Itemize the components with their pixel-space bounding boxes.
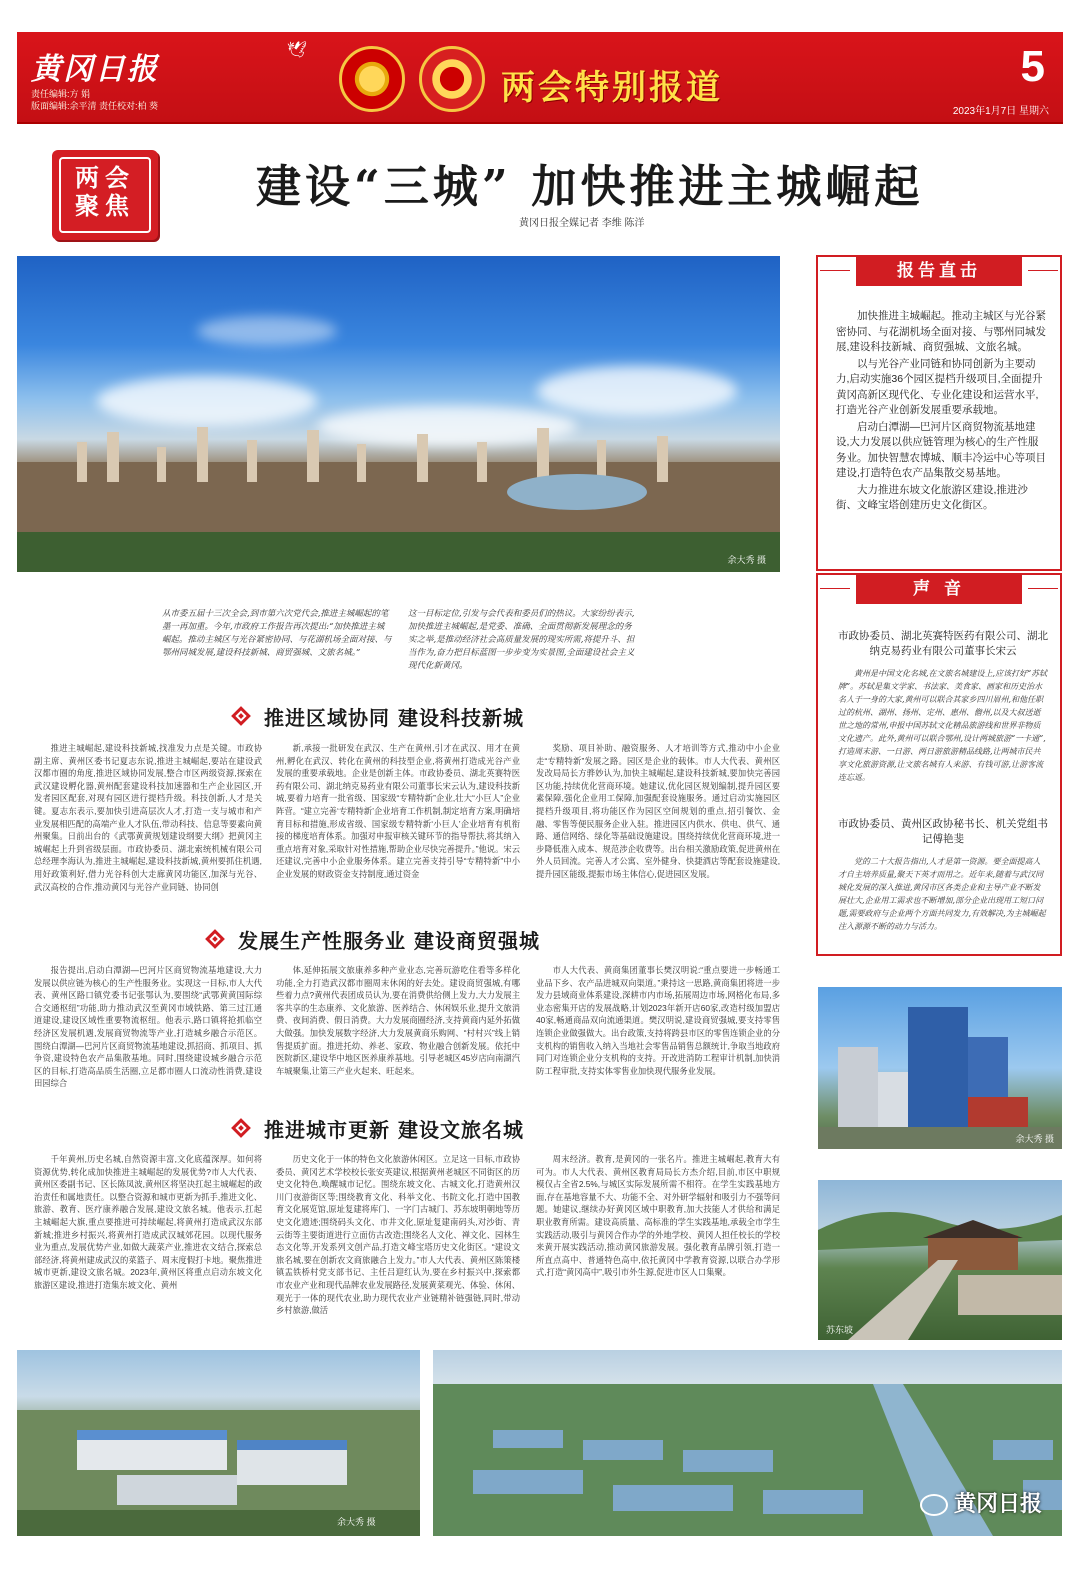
city-skyline (17, 422, 780, 572)
newspaper-logo: 黄冈日报 (31, 52, 159, 87)
report-paragraph: 以与光谷产业同链和协同创新为主要动力,启动实施36个园区提档升级项目,全面提升黄冈高新区现代化、专业化建设和运营水平,打造光谷产业创新发展重要承载地。 (836, 357, 1043, 416)
voices-box-title: 声 音 (856, 574, 1022, 604)
report-paragraph: 启动白潭湖—巴河片区商贸物流基地建设,大力发展以供应链管理为核心的生产性服务业。加快智慧农博城、顺丰冷运中心等项目建设,打造特色农产品集散交易基地。 (836, 420, 1046, 479)
diamond-icon (231, 706, 251, 726)
speaker-1-quote: 黄州是中国文化名城,在文旅名城建设上,应该打好“苏轼牌”。苏轼是集文学家、书法家、美食家、画家和历史治水名人于一身的大家,黄州可以联合其家乡四川眉州,和他任职过的杭州、湖州、扬州、定州、惠州、儋州,以及大叔送逝世之地的常州,申报中国苏轼文化精品旅游线和世界非物质文化遗产。此外,黄州可以联合鄂州,设计两城旅游“一卡通”,打造周末游、一日游、两日游旅游精品线路,让两城市民共享文化旅游资源,让文旅名城有人来游、有钱可游,让游客流连忘返。 (838, 669, 1048, 782)
national-emblem-icon (339, 46, 405, 112)
speaker-2-name: 市政协委员、黄州区政协秘书长、机关党组书记傅艳斐 (838, 818, 1048, 845)
section-1-col-2 (276, 742, 520, 912)
park-illustration (818, 1180, 1062, 1340)
section-2-col-2-text: 体,延伸拓展文旅康养多种产业业态,完善玩游吃住看等多样化功能,全力打造武汉都市圈周末休闲的好去处。建设商贸强城,有哪些着力点?黄州代表团成员认为,要在消费供给侧上发力,大力发展主客共享的生态康养、文化旅游、医养结合、休闲娱乐业,提升文旅消费、夜间消费、假日消费。大力发展商圈经济,支持黄商内延外拓做大做强。加快发展数字经济,大力发展黄商乐购网、“村村兴”线上销售提质扩面。推进托幼、养老、家政、物业融合创新发展。依托中医院新区,建设华中地区医养康养基地。引导老城区45岁店向南湖汽车城聚集,让第三产业火起来、旺起来。 (276, 965, 520, 1076)
section-1-col-1 (34, 742, 262, 912)
section-1-col-3 (536, 742, 780, 912)
report-box-title: 报告直击 (856, 256, 1022, 286)
seal-text: 两会聚焦 (75, 163, 135, 220)
side-photo-1-caption: 余大秀 摄 (1015, 1134, 1054, 1144)
watermark-text: 黄冈日报 (953, 1491, 1042, 1516)
speaker-2-quote: 党的二十大报告指出,人才是第一资源。要全面提高人才自主培养质量,聚天下英才而用之。近年来,随着与武汉同城化发展的深入推进,黄冈市区各类企业和主导产业不断发展壮大,企业用工需求也不断增加,部分企业出现用工短口问题,需要政府与企业两个方面共同发力,有效解决,为主城崛起注入源源不断的动力与活力。 (838, 857, 1046, 931)
section-3-col-1 (34, 1153, 262, 1325)
report-highlight-box (816, 255, 1062, 571)
speaker-1-name: 市政协委员、湖北英赛特医药有限公司、湖北纳克易药业有限公司董事长宋云 (838, 630, 1048, 657)
section-seal (52, 150, 158, 240)
lead-paragraph-left: 从市委五届十三次全会,到市第六次党代会,推进主城崛起的笔墨一再加重。今年,市政府工作报告再次提出:“加快推进主城崛起。推动主城区与光谷紧密协同、与花湖机场全面对接、与鄂州同城发展,建设科技新城、商贸强城、文旅名城。” (162, 609, 392, 658)
farmland-photo (433, 1350, 1062, 1536)
page-headline: 建设“三城” 加快推进主城崛起 (256, 160, 924, 213)
section-2-col-2 (276, 964, 520, 1092)
section-1-title: 推进区域协同 建设科技新城 (264, 706, 524, 730)
side-photo-2-caption: 苏东坡 (826, 1325, 854, 1335)
lead-paragraph-right: 这一目标定位,引发与会代表和委员们的热议。大家纷纷表示,加快推进主城崛起,是党委、准确、全面贯彻新发展理念的务实之举,是推动经济社会高质量发展的现实所需,将提升斗、担当作为,奋力把目标蓝图一步步变为实景图,全面建设社会主义现代化新黄冈。 (408, 609, 635, 671)
section-3-col-2 (276, 1153, 520, 1325)
special-report-label: 两会特别报道 (501, 68, 723, 108)
section-3-col-2-text: 历史文化于一体的特色文化旅游休闲区。立足这一目标,市政协委员、黄冈艺术学校校长张安英建议,根据黄州老城区不同街区的历史文化特色,唤醒城市记忆。围绕东坡文化、古城文化,打造黄州汉川门夜游街区等;围绕教育文化、科举文化、书院文化,打造中国教育文化展览馆,原址复建将库门、一字门古城门、苏东坡明朝地等历史文化遗迹;围绕码头文化、市井文化,原址复建南码头,对沙街、青云街等主要街道进行立面仿古改造;围绕名人文化、禅文化、园林生态文化等,开发系列文创产品,打造文峰宝塔历史文化街区。“建设文旅名城,要在创新农文商旅融合上发力。”市人大代表、黄州区陈策楼镇盂铁桥村党支部书记、主任吕迎红认为,要在乡村振兴中,探索都市农业产业和现代品牌农业发展路径,发展黄菜观光、体验、休闲、观光于一体的现代农业,助力现代农业产业链精补链强链,同时,带动乡村旅游,做活 (276, 1154, 520, 1316)
building-photo (818, 987, 1062, 1149)
section-3-col-3 (536, 1153, 780, 1325)
section-2-heading (208, 925, 540, 954)
section-3-title: 推进城市更新 建设文旅名城 (264, 1118, 524, 1142)
byline: 黄冈日报全媒记者 李维 陈洋 (519, 218, 645, 229)
page-number: 5 (1020, 42, 1045, 91)
section-1-col-2-text: 新,承接一批研发在武汉、生产在黄州,引才在武汉、用才在黄州,孵化在武汉、转化在黄州的科技型企业,将黄州打造成光谷产业发展的重要承载地。企业是创新主体。市政协委员、湖北英赛特医药有限公司、湖北纳克易药业有限公司董事长宋云认为,建设科技新城,要着力培育一批省级、国家级“专精特新”企业,壮大“小巨人”企业阵营。“建立完善‘专精特新’企业培育工作机制,制定培育方案,明确培育目标和措施,形成省级、国家级专精特新‘小巨人’企业培育有机衔接的梯度培育体系。加强对申报审核关键环节的指导帮扶,将其纳入重点培育对象,采取针对性措施,帮助企业尽快完善提升。”他说。宋云还建议,完善中小企业服务体系。建立完善支持引导“专精特新”中小企业发展的财政资金支持制度,通过资金 (276, 743, 520, 879)
section-1-col-1-text: 推进主城崛起,建设科技新城,找准发力点是关键。市政协副主席、黄州区委书记夏志东说,推进主城崛起,要站在建设武汉都市圈的角度,推进区域协同发展,整合市区两级资源,探索在武汉建设孵化器,黄州配套建设科技加速器和生产企业园区,开发者园区配套,对现有园区进行提档升级。科技创新,人才是关键。夏志东表示,要加快引进高层次人才,打造一支与城市和产业发展相匹配的高端产业人才队伍,带动科技、信息等要素向黄州聚集。日前出台的《武鄂黄黄规划建设纲要大纲》把黄冈主城崛起上升到省级层面。市政协委员、湖北索统机械有限公司总经理李海认为,推进主城崛起,建设科技新城,黄州要抓住机遇,用好政策利好,借力光谷科创大走廊黄冈功能区,加深与光谷、武汉高校的合作,推动黄冈与光谷产业同链、协同创 (34, 743, 262, 892)
editor-line-2: 版面编辑:余平清 责任校对:柏 葵 (31, 101, 159, 111)
section-1-heading (234, 702, 524, 731)
industrial-illustration (17, 1350, 420, 1536)
section-3-heading (234, 1114, 524, 1143)
section-2-col-1-text: 报告提出,启动白潭湖—巴河片区商贸物流基地建设,大力发展以供应链为核心的生产性服务业。实现这一目标,市人大代表、黄州区路口镇党委书记张鄂认为,要围绕“武鄂黄黄国际综合交通枢纽”功能,助力推动武汉至黄冈市域铁路、第三过江通道建设,建设区域性重要物流枢纽。他表示,路口镇将抢抓临空经济区发展机遇,发展商贸物流等产业,打造城乡融合示范区。围绕白潭湖—巴河片区商贸物流基地建设,抓招商、抓项目、抓争资,建设特色农产品集散基地。同时,围绕建设城乡融合示范区的目标,打造高品质生活圈,立足都市圈人口流动性消费,建设田园综合 (34, 965, 262, 1089)
dove-icon: 🕊 (287, 40, 308, 59)
section-2-col-3-text: 市人大代表、黄商集团董事长樊汉明说:“重点要进一步畅通工业品下乡、农产品进城双向渠道。”秉持这一思路,黄商集团将进一步发力县域商业体系建设,深耕市内市场,拓展周边市场,网格化布局,多业态密集开店的发展战略,计划2023年新开店60家,改造村级加盟店40家,畅通商品双向流通渠道。樊汉明说,建设商贸强城,要支持零售连锁企业做强做大。出台政策,支持将跨县市区的零售连锁企业的分支机构的销售收入纳入当地社会零售品销售总额统计,争取当地政府同门对连锁企业分支机构的支持。开改进消防工程审计机制,加快消防工程审批,支持实体零售业加快现代服务业发展。 (536, 965, 780, 1076)
wechat-icon (920, 1494, 948, 1516)
section-1-col-3-text: 奖励、项目补助、融资服务、人才培训等方式,推动中小企业走“专精特新”发展之路。园区是企业的载体。市人大代表、黄州区发改局局长方骅妙认为,加快主城崛起,建设科技新城,要加快完善园区功能,持续优化营商环境。她建议,优化园区规划编制,提升园区要素保障,强化企业用工保障,加强配套设施服务。通过启动实施园区提档升级项目,将功能区作为园区空间规划的重点,招引餐饮、金融、零售等便民服务企业入驻。推进园区内供水、供电、供气、通路、通信网络、绿化等基础设施建设。围绕持续优化营商环境,进一步降低准入成本、规范涉企收费等。出台相关激励政策,促进黄州在外人员回流。完善人才公寓、室外健身、快捷酒店等配套设施建设,提升园区能级,提振市场主体信心,促进园区发展。 (536, 743, 780, 879)
section-3-col-1-text: 千年黄州,历史名城,自然资源丰富,文化底蕴深厚。如何将资源优势,转化成加快推进主城崛起的发展优势?市人大代表、黄州区委副书记、区长陈凤波,黄州区将坚决扛起主城崛起的政治责任和属地责任。以整合资源和城市更新为抓手,推进文化、旅游、教育、医疗康养融合发展,建设文旅名城。他表示,扛起主城崛起大旗,重点要推进可持续崛起,将黄州打造成武汉东部新城;推进乡村振兴,将黄州打造成武汉城郊花园。以现代服务业为重点,发展优势产业,如做大蔬菜产业,推进农文结合,探索总部经济,将黄州建成武汉的菜篮子、周末度假打卡地。聚焦推进城市更新,建设文旅名城。2023年,黄州区将重点启动东坡文化旅游区建设,推进打造集东坡文化、黄州 (34, 1154, 262, 1290)
report-paragraph: 加快推进主城崛起。推动主城区与光谷紧密协同、与花湖机场全面对接、与鄂州同城发展,建设科技新城、商贸强城、文旅名城。 (836, 310, 1046, 353)
city-panorama-photo (17, 256, 780, 572)
voices-box (816, 573, 1062, 956)
park-photo (818, 1180, 1062, 1340)
cppcc-emblem-icon (419, 46, 485, 112)
masthead-banner (17, 32, 1063, 124)
section-2-col-1 (34, 964, 262, 1092)
report-paragraph: 大力推进东坡文化旅游区建设,推进沙街、文峰宝塔创建历史文化街区。 (836, 483, 1028, 511)
section-2-title: 发展生产性服务业 建设商贸强城 (238, 929, 540, 953)
section-3-col-3-text: 周末经济。教育,是黄冈的一张名片。推进主城崛起,教育大有可为。市人大代表、黄州区教育局局长方杰介绍,目前,市区中职规模仅占全省2.5%,与城区实际发展所需不相符。在学生实践基地方面,存在基地容量不大、功能不全、对外研学辐射和吸引力不强等问题。她建议,继续办好黄冈区域中职教育,加大技能人才供给和满足职业教育所需。建设高质量、高标准的学生实践基地,承载全市学生实践活动,吸引与黄冈合作办学的外地学校、黄冈人担任校长的学校来黄开展实践活动,推动黄冈旅游发展。强化教育品牌引领,打造一所直点高中、普通特色高中,依托黄冈中学教育资源,以联合办学形式,打造“黄冈高中”,吸引市外生源,促进市区人口集聚。 (536, 1154, 780, 1278)
photo-credit: 余大秀 摄 (727, 555, 766, 565)
building-illustration (818, 987, 1062, 1149)
editor-credits (31, 88, 158, 112)
bottom-photo-1-caption: 余大秀 摄 (337, 1517, 376, 1527)
diamond-icon (205, 929, 225, 949)
diamond-icon (231, 1118, 251, 1138)
industrial-park-photo (17, 1350, 420, 1536)
report-box-text (836, 309, 1048, 515)
wechat-watermark (920, 1487, 1042, 1518)
section-2-col-3 (536, 964, 780, 1092)
issue-date: 2023年1月7日 星期六 (952, 106, 1049, 117)
editor-line-1: 责任编辑:方 娟 (31, 89, 91, 99)
